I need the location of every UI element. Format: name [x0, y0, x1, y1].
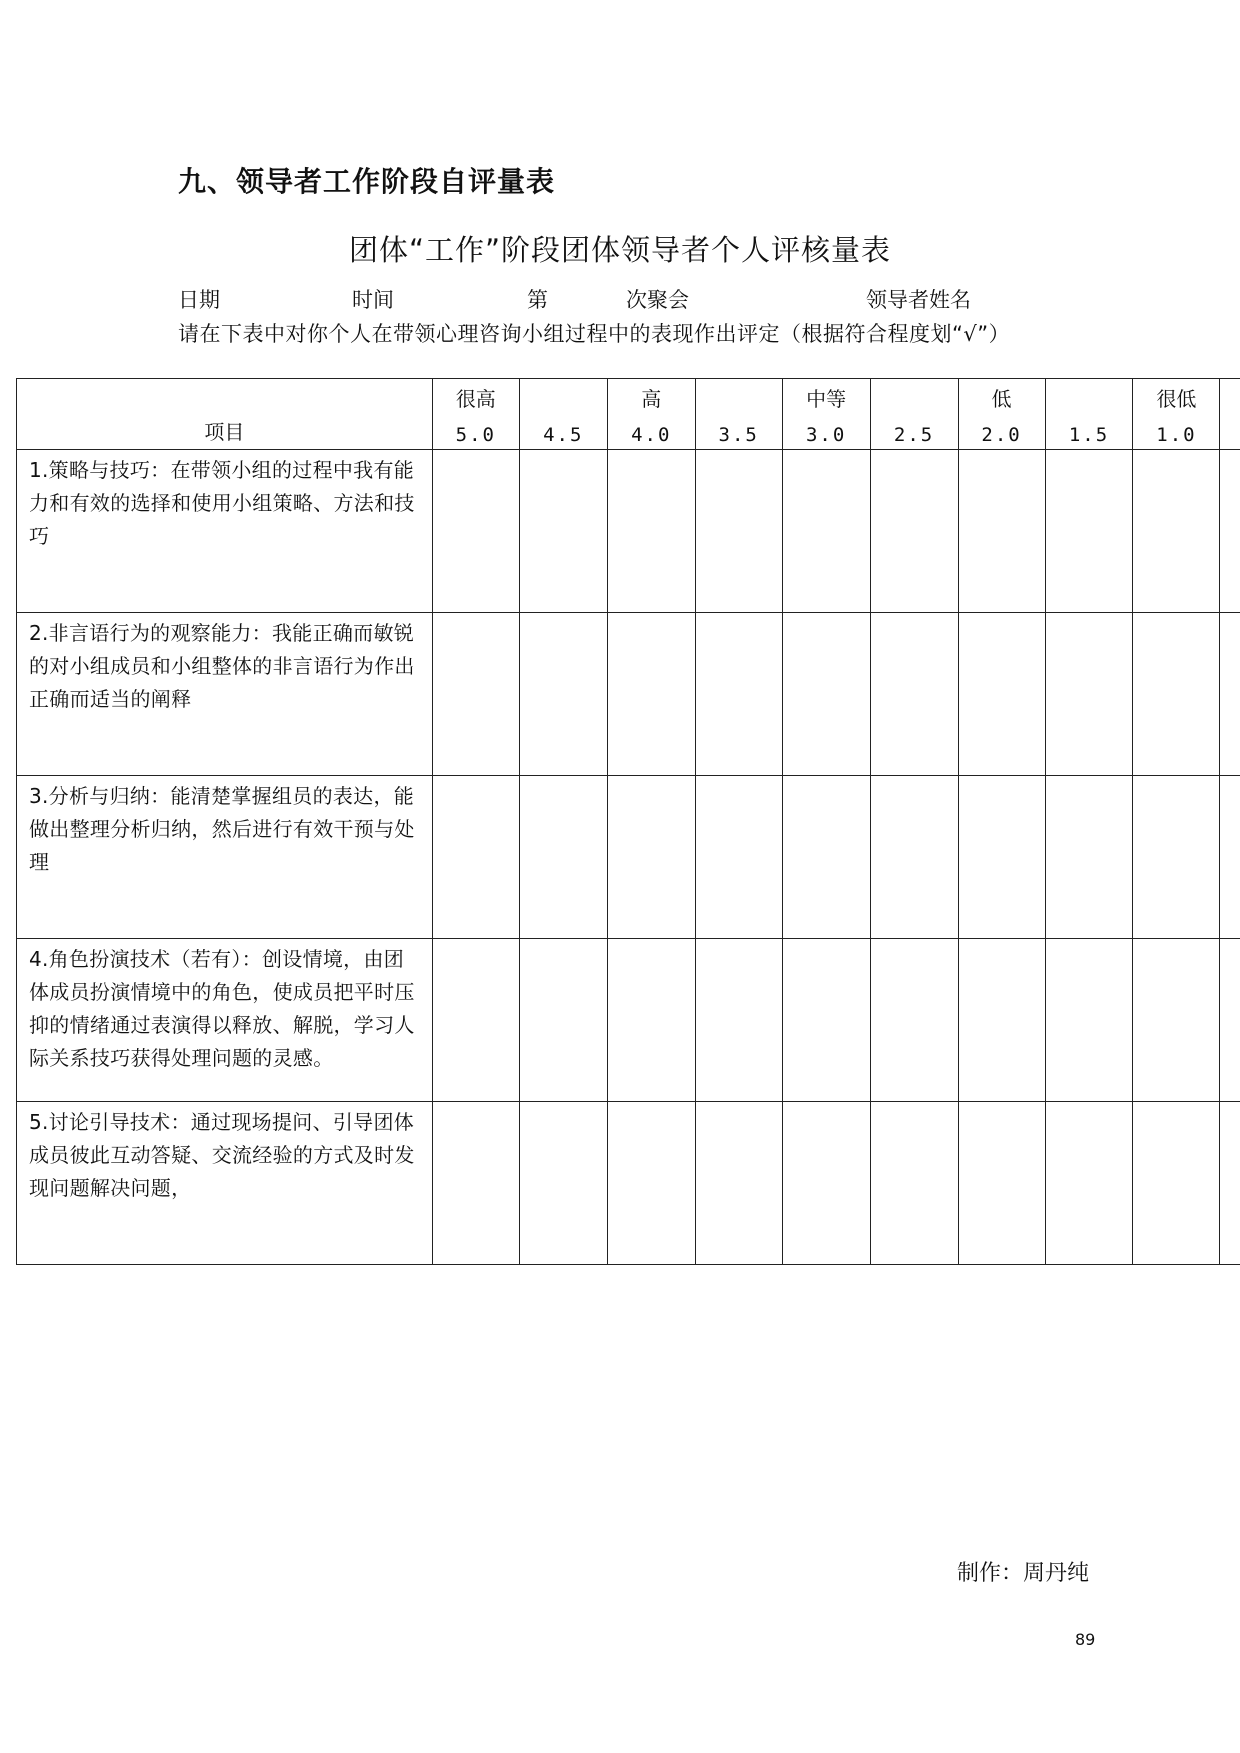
- rating-cell[interactable]: [958, 450, 1045, 613]
- rating-cell[interactable]: [695, 613, 782, 776]
- rating-cell[interactable]: [958, 939, 1045, 1102]
- time-label: 时间: [352, 288, 394, 312]
- rating-cell[interactable]: [870, 613, 958, 776]
- table-row: [17, 939, 1240, 1102]
- rating-cell[interactable]: [782, 1102, 870, 1265]
- overflow-cell: [1220, 1102, 1240, 1265]
- rating-cell[interactable]: [695, 939, 782, 1102]
- item-cell: [17, 939, 433, 1102]
- scale-level: 很低: [1156, 387, 1197, 411]
- scale-value: 2.0: [981, 424, 1022, 446]
- item-description: 5.讨论引导技术：通过现场提问、引导团体成员彼此互动答疑、交流经验的方式及时发现问题解决问题，: [29, 1110, 415, 1200]
- table-row: [17, 450, 1240, 613]
- rating-cell[interactable]: [1133, 939, 1220, 1102]
- session-suffix: 次聚会: [626, 288, 689, 312]
- scale-header: [519, 379, 607, 450]
- item-description: 1.策略与技巧：在带领小组的过程中我有能力和有效的选择和使用小组策略、方法和技巧: [29, 458, 415, 548]
- rating-cell[interactable]: [782, 776, 870, 939]
- rating-cell[interactable]: [1045, 1102, 1133, 1265]
- overflow-cell: [1220, 776, 1240, 939]
- rating-cell[interactable]: [695, 450, 782, 613]
- maker-credit: 制作：周丹纯: [957, 1561, 1090, 1586]
- item-cell: [17, 1102, 433, 1265]
- rating-cell[interactable]: [695, 1102, 782, 1265]
- rating-cell[interactable]: [432, 613, 519, 776]
- item-header: 项目: [17, 379, 433, 450]
- scale-value: 2.5: [893, 424, 935, 446]
- form-title: 团体“工作”阶段团体领导者个人评核量表: [348, 233, 892, 267]
- scale-value: 4.5: [543, 424, 584, 446]
- rating-cell[interactable]: [432, 776, 519, 939]
- rating-cell[interactable]: [782, 450, 870, 613]
- scale-header: [782, 379, 870, 450]
- overflow-cell: [1220, 450, 1240, 613]
- rating-cell[interactable]: [607, 613, 695, 776]
- table-row: [17, 776, 1240, 939]
- rating-cell[interactable]: [782, 939, 870, 1102]
- rating-cell[interactable]: [1045, 450, 1133, 613]
- item-cell: [17, 776, 433, 939]
- rating-cell[interactable]: [607, 939, 695, 1102]
- rating-cell[interactable]: [519, 939, 607, 1102]
- scale-level: 中等: [806, 387, 847, 411]
- rating-cell[interactable]: [432, 939, 519, 1102]
- instruction-text: 请在下表中对你个人在带领心理咨询小组过程中的表现作出评定（根据符合程度划“√”）: [178, 322, 1011, 346]
- rating-cell[interactable]: [958, 776, 1045, 939]
- scale-header: [1045, 379, 1133, 450]
- rating-cell[interactable]: [958, 1102, 1045, 1265]
- rating-cell[interactable]: [519, 613, 607, 776]
- overflow-cell: [1220, 379, 1240, 450]
- scale-value: 3.5: [718, 424, 759, 446]
- item-cell: [17, 450, 433, 613]
- rating-cell[interactable]: [695, 776, 782, 939]
- item-description: 3.分析与归纳：能清楚掌握组员的表达，能做出整理分析归纳，然后进行有效干预与处理: [29, 784, 415, 874]
- rating-cell[interactable]: [870, 939, 958, 1102]
- page-number: 89: [1075, 1630, 1096, 1649]
- overflow-cell: [1220, 613, 1240, 776]
- rating-cell[interactable]: [1045, 776, 1133, 939]
- overflow-cell: [1220, 939, 1240, 1102]
- rating-cell[interactable]: [432, 450, 519, 613]
- scale-level: 很高: [455, 387, 496, 411]
- table-row: [17, 1102, 1240, 1265]
- scale-value: 1.0: [1156, 424, 1197, 446]
- rating-cell[interactable]: [607, 1102, 695, 1265]
- leader-name-label: 领导者姓名: [866, 288, 971, 312]
- rating-cell[interactable]: [1133, 776, 1220, 939]
- rating-cell[interactable]: [519, 776, 607, 939]
- scale-level: 低: [991, 387, 1012, 411]
- rating-cell[interactable]: [1045, 939, 1133, 1102]
- scale-value: 3.0: [805, 424, 847, 446]
- header-row: [17, 379, 1240, 450]
- rating-cell[interactable]: [519, 450, 607, 613]
- item-description: 4.角色扮演技术（若有）：创设情境，由团体成员扮演情境中的角色，使成员把平时压抑的情绪通过表演得以释放、解脱，学习人际关系技巧获得处理问题的灵感。: [29, 947, 415, 1070]
- rating-cell[interactable]: [607, 776, 695, 939]
- scale-value: 5.0: [455, 424, 496, 446]
- scale-header: [958, 379, 1045, 450]
- rating-cell[interactable]: [1133, 613, 1220, 776]
- rating-table: [16, 378, 1240, 1265]
- rating-cell[interactable]: [958, 613, 1045, 776]
- rating-cell[interactable]: [782, 613, 870, 776]
- item-cell: [17, 613, 433, 776]
- scale-value: 4.0: [631, 424, 672, 446]
- item-description: 2.非言语行为的观察能力：我能正确而敏锐的对小组成员和小组整体的非言语行为作出正确而适当的阐释: [29, 621, 415, 711]
- rating-cell[interactable]: [1045, 613, 1133, 776]
- rating-cell[interactable]: [870, 1102, 958, 1265]
- section-title: 九、领导者工作阶段自评量表: [178, 165, 556, 198]
- rating-cell[interactable]: [870, 776, 958, 939]
- date-label: 日期: [178, 288, 220, 312]
- rating-cell[interactable]: [519, 1102, 607, 1265]
- scale-level: 高: [641, 387, 662, 411]
- scale-header: [432, 379, 519, 450]
- table-row: [17, 613, 1240, 776]
- scale-header: [1133, 379, 1220, 450]
- scale-header: [695, 379, 782, 450]
- scale-header: [607, 379, 695, 450]
- rating-cell[interactable]: [1133, 450, 1220, 613]
- rating-cell[interactable]: [607, 450, 695, 613]
- scale-value: 1.5: [1068, 424, 1110, 446]
- rating-cell[interactable]: [870, 450, 958, 613]
- rating-cell[interactable]: [1133, 1102, 1220, 1265]
- rating-cell[interactable]: [432, 1102, 519, 1265]
- session-prefix: 第: [527, 288, 548, 312]
- scale-header: [870, 379, 958, 450]
